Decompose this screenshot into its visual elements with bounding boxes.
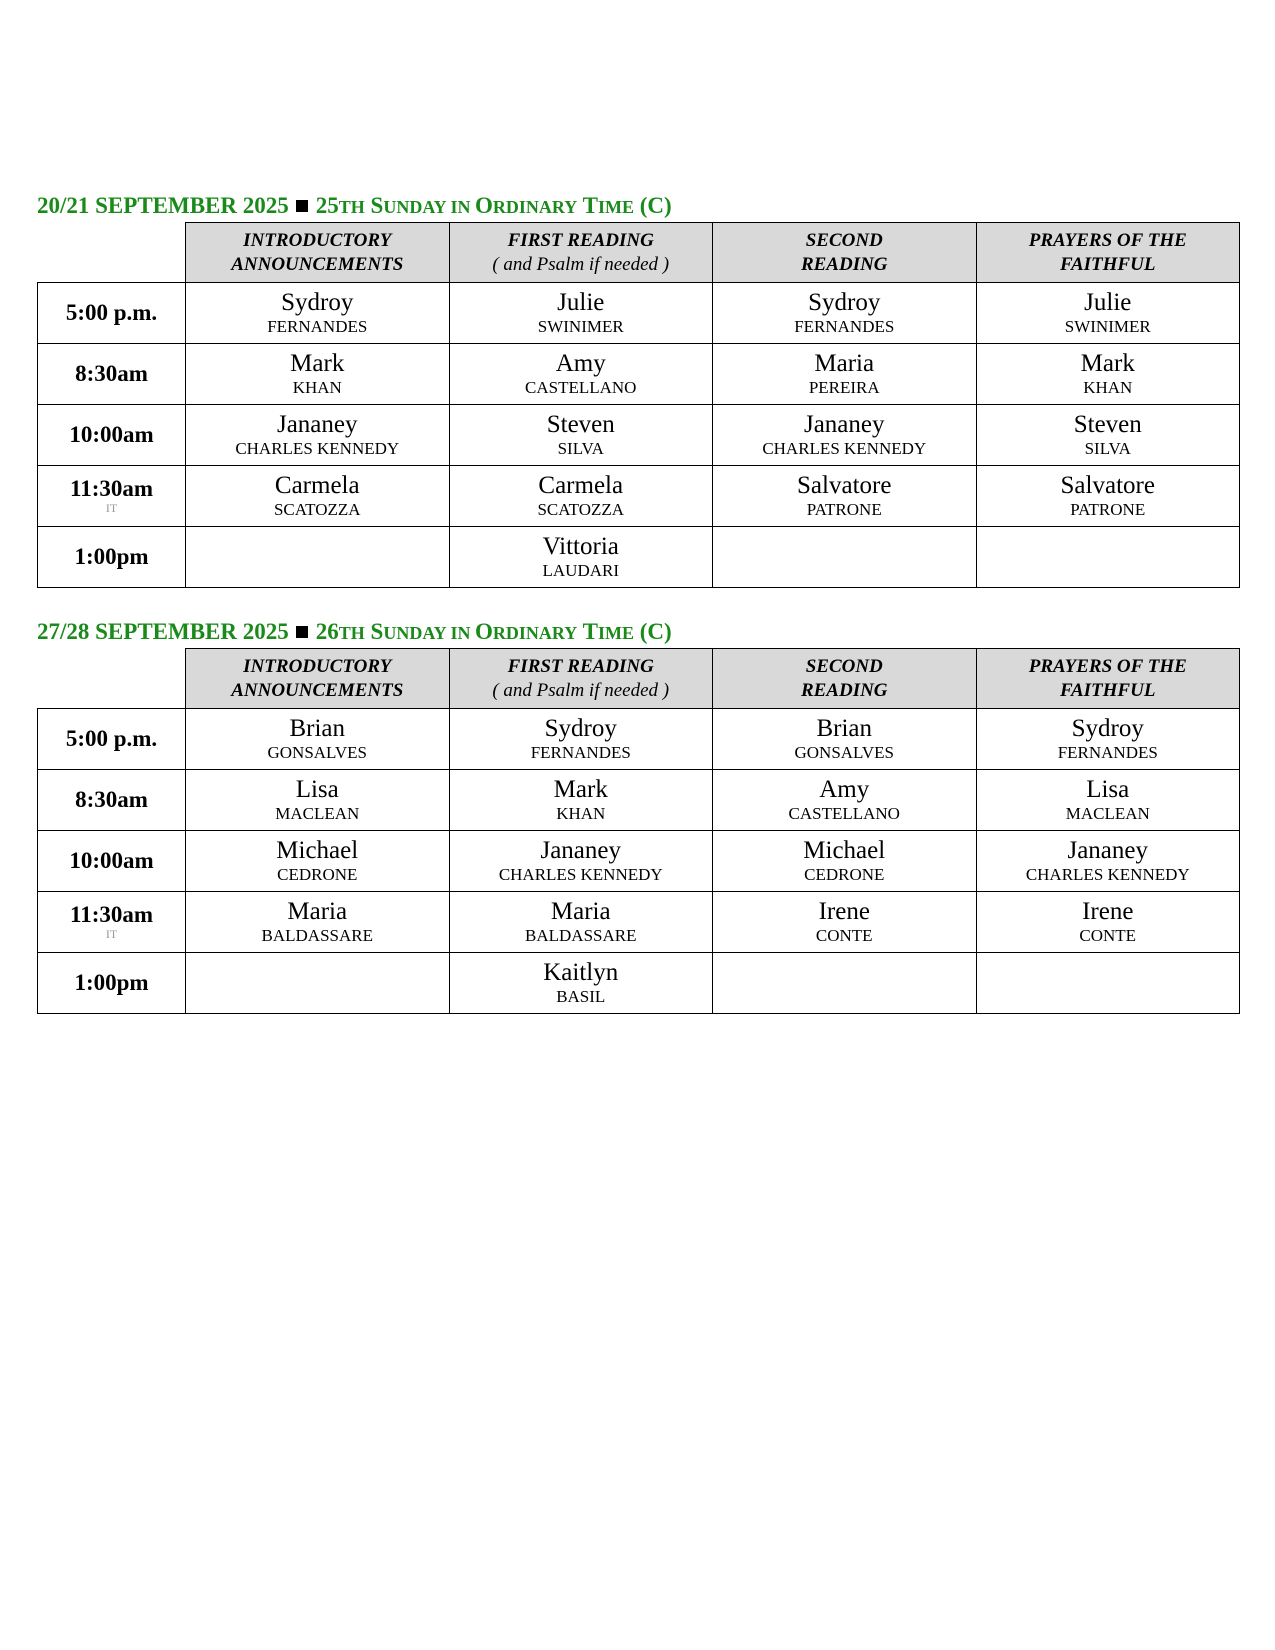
table-cell: Amy CASTELLANO xyxy=(449,344,713,405)
header-introductory-announcements: INTRODUCTORY ANNOUNCEMENTS xyxy=(186,223,450,283)
language-note: IT xyxy=(105,501,118,515)
table-cell: Amy CASTELLANO xyxy=(713,770,977,831)
sunday-ordinal: 25 xyxy=(315,193,339,218)
table-cell: Steven SILVA xyxy=(976,405,1240,466)
table-cell: Jananey CHARLES KENNEDY xyxy=(713,405,977,466)
table-cell: Maria BALDASSARE xyxy=(449,892,713,953)
table-cell: Julie SWINIMER xyxy=(449,283,713,344)
header-row xyxy=(38,649,1240,709)
header-prayers-of-the-faithful: PRAYERS OF THE FAITHFUL xyxy=(976,649,1240,709)
table-cell: Vittoria LAUDARI xyxy=(449,527,713,588)
square-bullet-icon xyxy=(296,626,308,638)
table-cell xyxy=(976,527,1240,588)
table-cell: Brian GONSALVES xyxy=(186,709,450,770)
table-cell: Sydroy FERNANDES xyxy=(449,709,713,770)
section-title: 27/28 SEPTEMBER 2025 26TH SUNDAY IN ORDINARY TIME (C) xyxy=(37,619,672,644)
header-blank xyxy=(38,649,186,709)
square-bullet-icon xyxy=(296,200,308,212)
table-cell: Kaitlyn BASIL xyxy=(449,953,713,1014)
mass-time: 11:30am IT xyxy=(38,892,186,953)
mass-time: 10:00am xyxy=(38,405,186,466)
table-cell: Sydroy FERNANDES xyxy=(976,709,1240,770)
section-date: 27/28 SEPTEMBER 2025 xyxy=(37,619,289,644)
schedule-table xyxy=(37,222,1240,588)
mass-time: 1:00pm xyxy=(38,527,186,588)
table-cell: Michael CEDRONE xyxy=(186,831,450,892)
table-row xyxy=(38,527,1240,588)
table-cell: Mark KHAN xyxy=(186,344,450,405)
section-date: 20/21 SEPTEMBER 2025 xyxy=(37,193,289,218)
table-cell: Jananey CHARLES KENNEDY xyxy=(449,831,713,892)
table-cell: Jananey CHARLES KENNEDY xyxy=(186,405,450,466)
table-cell xyxy=(713,953,977,1014)
table-cell: Salvatore PATRONE xyxy=(976,466,1240,527)
header-row xyxy=(38,223,1240,283)
mass-time: 8:30am xyxy=(38,770,186,831)
mass-time: 11:30am IT xyxy=(38,466,186,527)
header-second-reading: SECOND READING xyxy=(713,649,977,709)
table-cell: Irene CONTE xyxy=(713,892,977,953)
table-cell xyxy=(186,527,450,588)
table-cell: Lisa MACLEAN xyxy=(186,770,450,831)
table-cell: Sydroy FERNANDES xyxy=(186,283,450,344)
table-cell: Julie SWINIMER xyxy=(976,283,1240,344)
mass-time: 1:00pm xyxy=(38,953,186,1014)
section-title: 20/21 SEPTEMBER 2025 25TH SUNDAY IN ORDINARY TIME (C) xyxy=(37,193,672,218)
schedule-table xyxy=(37,648,1240,1014)
table-cell: Brian GONSALVES xyxy=(713,709,977,770)
table-row xyxy=(38,709,1240,770)
table-cell: Irene CONTE xyxy=(976,892,1240,953)
table-cell xyxy=(976,953,1240,1014)
table-cell: Carmela SCATOZZA xyxy=(449,466,713,527)
table-cell: Maria PEREIRA xyxy=(713,344,977,405)
table-row xyxy=(38,831,1240,892)
table-cell: Steven SILVA xyxy=(449,405,713,466)
table-cell: Maria BALDASSARE xyxy=(186,892,450,953)
table-cell: Jananey CHARLES KENNEDY xyxy=(976,831,1240,892)
table-cell: Sydroy FERNANDES xyxy=(713,283,977,344)
table-cell: Michael CEDRONE xyxy=(713,831,977,892)
mass-time: 8:30am xyxy=(38,344,186,405)
table-row xyxy=(38,344,1240,405)
table-cell: Mark KHAN xyxy=(449,770,713,831)
schedule-section-1 xyxy=(37,190,1239,588)
table-cell: Mark KHAN xyxy=(976,344,1240,405)
table-row xyxy=(38,953,1240,1014)
header-first-reading: FIRST READING ( and Psalm if needed ) xyxy=(449,223,713,283)
table-cell xyxy=(186,953,450,1014)
table-row xyxy=(38,283,1240,344)
mass-time: 5:00 p.m. xyxy=(38,283,186,344)
table-cell: Lisa MACLEAN xyxy=(976,770,1240,831)
header-introductory-announcements: INTRODUCTORY ANNOUNCEMENTS xyxy=(186,649,450,709)
header-first-reading: FIRST READING ( and Psalm if needed ) xyxy=(449,649,713,709)
header-prayers-of-the-faithful: PRAYERS OF THE FAITHFUL xyxy=(976,223,1240,283)
table-cell: Salvatore PATRONE xyxy=(713,466,977,527)
schedule-section-2 xyxy=(37,616,1239,1014)
table-cell: Carmela SCATOZZA xyxy=(186,466,450,527)
header-second-reading: SECOND READING xyxy=(713,223,977,283)
table-row xyxy=(38,405,1240,466)
mass-time: 5:00 p.m. xyxy=(38,709,186,770)
table-row xyxy=(38,892,1240,953)
sunday-ordinal: 26 xyxy=(315,619,339,644)
mass-time: 10:00am xyxy=(38,831,186,892)
table-row xyxy=(38,466,1240,527)
language-note: IT xyxy=(105,927,118,941)
header-blank xyxy=(38,223,186,283)
table-cell xyxy=(713,527,977,588)
table-row xyxy=(38,770,1240,831)
